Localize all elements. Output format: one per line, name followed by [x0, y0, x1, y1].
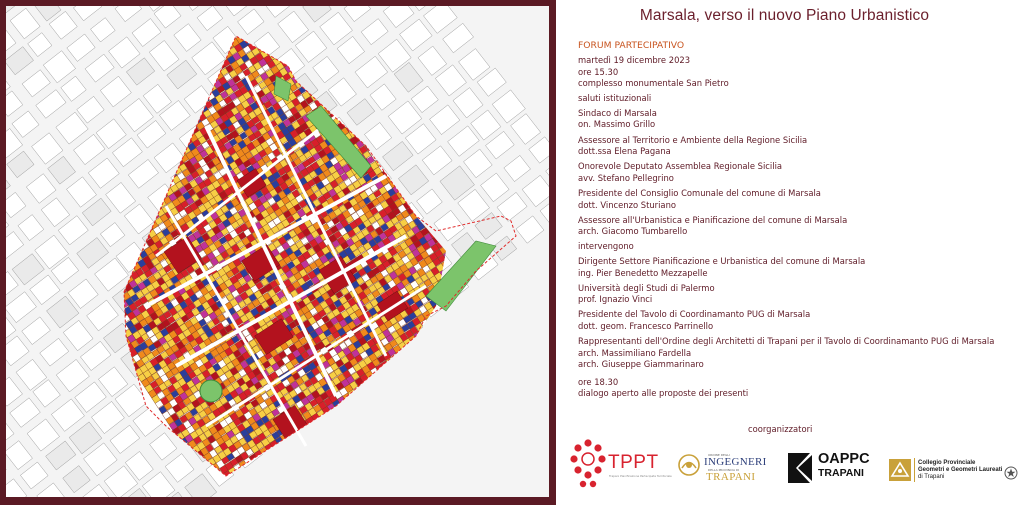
speaker-role: Rappresentanti dell'Ordine degli Architetti di Trapani per il Tavolo di Coordinamanto PUG di Marsala: [578, 335, 995, 346]
program: [578, 40, 1018, 403]
event-details: [578, 55, 1018, 90]
speaker-name: ing. Pier Benedetto Mezzapelle: [578, 267, 708, 278]
greeting-item: [578, 108, 1018, 131]
ingegneri-name: INGEGNERI: [704, 456, 767, 468]
event-time: ore 15.30: [578, 66, 619, 77]
geometri-emblem-icon: [888, 458, 912, 482]
greeting-name: avv. Stefano Pellegrino: [578, 172, 674, 183]
geometri-divider: [914, 458, 915, 482]
speaker-item: [578, 256, 1018, 279]
urban-plan-map: [6, 6, 549, 497]
speaker-item: [578, 309, 1018, 332]
ingegneri-sub: DELLA PROVINCIA DI: [708, 468, 740, 472]
greeting-name: on. Massimo Grillo: [578, 119, 656, 130]
speaker-role: Presidente del Tavolo di Coordinamanto PUG di Marsala: [578, 309, 811, 320]
coorganizers-label: coorganizzatori: [748, 424, 813, 434]
tppt-emblem-icon: [570, 438, 606, 488]
event-info-panel: [562, 0, 1024, 505]
greeting-role: Presidente del Consiglio Comunale del comune di Marsala: [578, 187, 821, 198]
page-title: Marsala, verso il nuovo Piano Urbanistico: [639, 7, 930, 24]
greeting-name: dott. Vincenzo Sturiano: [578, 199, 677, 210]
greeting-role: Onorevole Deputato Assemblea Regionale Sicilia: [578, 161, 783, 172]
geometri-logo: [888, 436, 1020, 494]
republic-emblem-icon: [1004, 466, 1018, 480]
greeting-role: Assessore al Territorio e Ambiente della Regione Sicilia: [578, 134, 808, 145]
closing: [578, 377, 1018, 400]
ingegneri-top: ORDINE DEGLI: [708, 453, 730, 457]
greeting-role: Assessore all'Urbanistica e Pianificazione del comune di Marsala: [578, 214, 848, 225]
greeting-name: arch. Giacomo Tumbarello: [578, 226, 688, 237]
tppt-logo: [570, 436, 670, 494]
greeting-item: [578, 215, 1018, 238]
coorganizer-logos: [570, 436, 1020, 496]
oappc-logo: [788, 436, 878, 494]
oappc-name: OAPPC: [818, 451, 870, 467]
map-graphic: [6, 6, 549, 497]
closing-text: dialogo aperto alle proposte dei presenti: [578, 388, 749, 399]
greeting-name: dott.ssa Elena Pagana: [578, 146, 671, 157]
oappc-city: TRAPANI: [818, 467, 864, 479]
speaker-name: arch. Giuseppe Giammarinaro: [578, 359, 704, 370]
roundabout-park: [200, 380, 222, 402]
geometri-line1: Collegio Provinciale: [918, 460, 976, 466]
greeting-item: [578, 161, 1018, 184]
speakers-heading: intervengono: [578, 241, 634, 252]
speaker-name: dott. geom. Francesco Parrinello: [578, 320, 714, 331]
speaker-item: [578, 283, 1018, 306]
greeting-item: [578, 188, 1018, 211]
greetings-heading: saluti istituzionali: [578, 93, 652, 104]
speaker-name: prof. Ignazio Vinci: [578, 294, 653, 305]
closing-time: ore 18.30: [578, 376, 619, 387]
ingegneri-city: TRAPANI: [706, 471, 756, 483]
geometri-line3: di Trapani: [918, 474, 945, 480]
greeting-role: Sindaco di Marsala: [578, 107, 657, 118]
ingegneri-logo: [678, 436, 772, 494]
speaker-name: arch. Massimiliano Fardella: [578, 347, 692, 358]
speaker-role: Dirigente Settore Pianificazione e Urbanistica del comune di Marsala: [578, 255, 866, 266]
ingegneri-emblem-icon: [678, 454, 700, 476]
event-venue: complesso monumentale San Pietro: [578, 78, 729, 89]
speaker-item: [578, 336, 1018, 371]
greeting-item: [578, 135, 1018, 158]
event-date: martedì 19 dicembre 2023: [578, 55, 691, 65]
forum-heading: FORUM PARTECIPATIVO: [578, 40, 685, 51]
tppt-caption: Trapani Pianificazione Partecipata Territoriale: [609, 474, 672, 478]
geometri-line2: Geometri e Geometri Laureati: [918, 467, 1003, 473]
tppt-name: TPPT: [608, 452, 659, 473]
speaker-role: Università degli Studi di Palermo: [578, 282, 715, 293]
